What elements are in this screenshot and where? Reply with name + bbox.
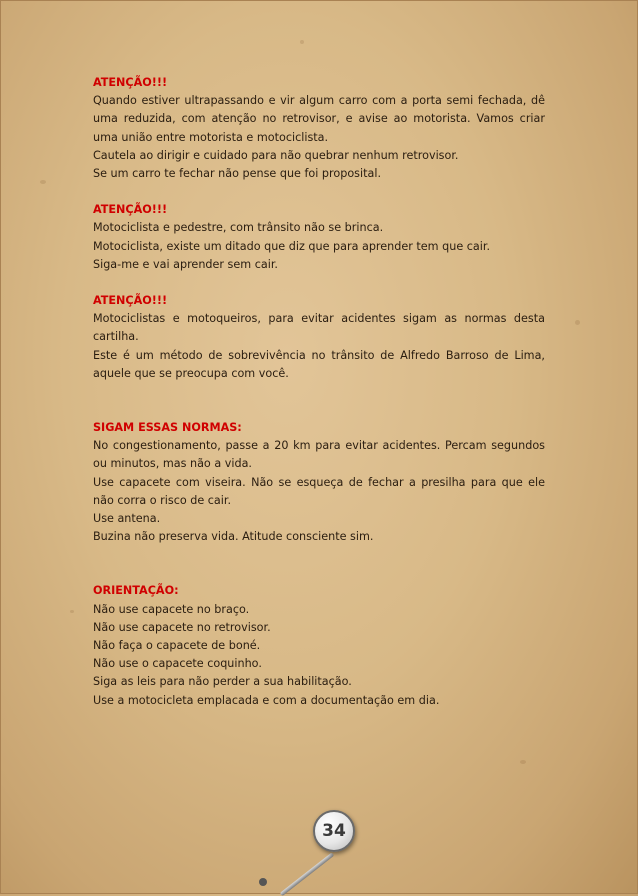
spacer [93,183,545,201]
spacer [93,383,545,419]
paper-speck [70,610,74,613]
section-heading: ATENÇÃO!!! [93,203,168,217]
page-number: 34 [313,810,355,852]
paragraph: Motociclista, existe um ditado que diz que para aprender tem que cair. [93,239,490,253]
paragraph: Motociclistas e motoqueiros, para evitar acidentes sigam as normas desta cartilha. [93,312,545,344]
mirror-stem [280,852,334,896]
section-heading: ORIENTAÇÃO: [93,584,179,598]
spacer [93,546,545,582]
paragraph: Use a motocicleta emplacada e com a documentação em dia. [93,693,440,707]
paragraph: Motociclista e pedestre, com trânsito não se brinca. [93,221,384,235]
paragraph: No congestionamento, passe a 20 km para evitar acidentes. Percam segundos ou minutos, mas não a vida. [93,439,545,471]
paper-speck [520,760,526,764]
paragraph: Se um carro te fechar não pense que foi proposital. [93,167,382,181]
paragraph: Não faça o capacete de boné. [93,639,261,653]
section-rules [93,419,545,546]
paper-speck [575,320,580,325]
page-content [93,74,545,710]
mirror-stem-base [259,878,267,886]
paragraph: Use antena. [93,512,161,526]
paragraph: Use capacete com viseira. Não se esqueça de fechar a presilha para que ele não corra o risco de cair. [93,475,545,507]
section-heading: SIGAM ESSAS NORMAS: [93,421,242,435]
paragraph: Buzina não preserva vida. Atitude consciente sim. [93,530,374,544]
paragraph: Quando estiver ultrapassando e vir algum carro com a porta semi fechada, dê uma reduzida, com atenção no retrovisor, e avise ao motorista. Vamos criar uma união entre motorista e motociclista. [93,94,545,144]
paragraph: Siga-me e vai aprender sem cair. [93,257,278,271]
paragraph: Siga as leis para não perder a sua habilitação. [93,675,352,689]
section-heading: ATENÇÃO!!! [93,294,168,308]
paragraph: Não use o capacete coquinho. [93,657,262,671]
paragraph: Este é um método de sobrevivência no trânsito de Alfredo Barroso de Lima, aquele que se preocupa com você. [93,348,545,380]
section-orientation [93,582,545,709]
section-heading: ATENÇÃO!!! [93,76,168,89]
page-number-mirror-graphic [255,810,375,894]
spacer [93,274,545,292]
paper-speck [300,40,304,44]
paper-speck [40,180,46,184]
section-attention-3 [93,292,545,383]
section-attention-2 [93,201,545,274]
paragraph: Não use capacete no braço. [93,602,250,616]
section-attention-1 [93,74,545,183]
paragraph: Cautela ao dirigir e cuidado para não quebrar nenhum retrovisor. [93,148,459,162]
paragraph: Não use capacete no retrovisor. [93,620,271,634]
